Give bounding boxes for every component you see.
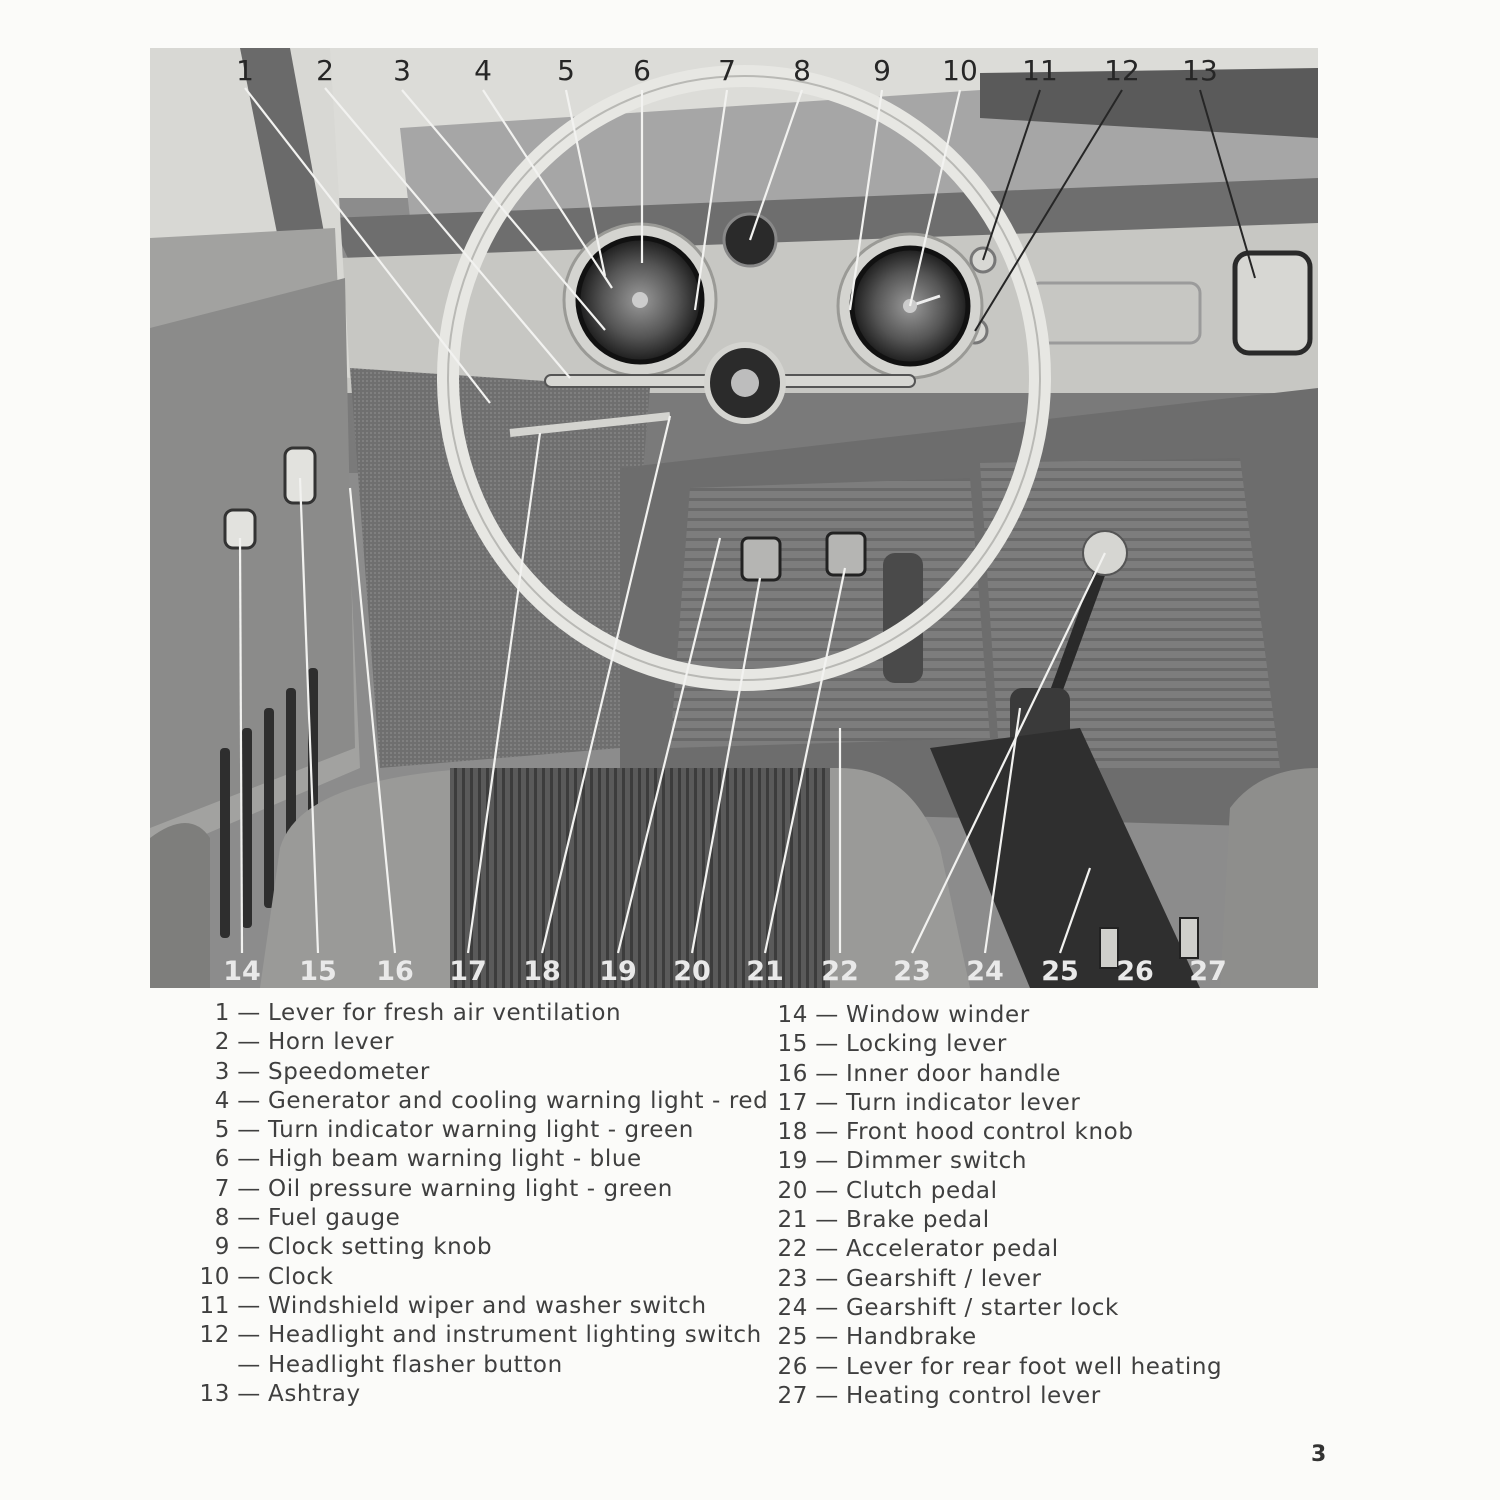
legend-item-number: 22 (777, 1236, 808, 1263)
legend-item-number: 6 (214, 1146, 230, 1173)
legend-item-text: Generator and cooling warning light - red (268, 1087, 769, 1114)
legend-item (180, 999, 768, 1028)
legend-dash: — (237, 1087, 261, 1114)
legend-item (770, 1206, 1222, 1235)
legend-item (770, 1001, 1222, 1030)
legend-item (770, 1060, 1222, 1089)
legend-item (770, 1147, 1222, 1176)
legend-item-text: Lever for fresh air ventilation (268, 1000, 622, 1026)
legend-item (180, 1263, 768, 1292)
callout-11: 11 (1022, 54, 1058, 87)
legend-item (770, 1177, 1222, 1206)
legend-item-number: 7 (214, 1175, 230, 1202)
legend-item (770, 1235, 1222, 1264)
legend-item (180, 1058, 768, 1087)
legend-item (770, 1294, 1222, 1323)
legend-item-text: Turn indicator warning light - green (268, 1117, 694, 1144)
legend-right (770, 1001, 1222, 1411)
callout-15: 15 (299, 956, 337, 987)
legend-item-text: Gearshift / lever (846, 1265, 1042, 1292)
legend-item-number: 8 (214, 1205, 230, 1232)
callout-1: 1 (236, 54, 254, 87)
callout-20: 20 (673, 956, 711, 987)
legend-item-text: Brake pedal (846, 1207, 990, 1234)
legend-dash: — (815, 1031, 839, 1058)
legend-item (180, 1292, 768, 1321)
legend-item-number: 10 (199, 1263, 230, 1290)
legend-item-text: Heating control lever (846, 1382, 1101, 1409)
callout-7: 7 (718, 54, 736, 87)
legend-item-text: Headlight and instrument lighting switch (268, 1322, 762, 1349)
legend-item-number: 26 (777, 1353, 808, 1380)
legend-item-text: Headlight flasher button (268, 1351, 563, 1378)
legend-dash: — (237, 1146, 261, 1173)
legend-item-number: 2 (214, 1029, 230, 1056)
legend-dash: — (815, 1148, 839, 1175)
legend-item-number: 20 (777, 1177, 808, 1204)
legend-dash: — (237, 1117, 261, 1144)
legend-item-number: 15 (777, 1031, 808, 1058)
legend-item-number: 13 (199, 1380, 230, 1407)
legend-dash: — (237, 1380, 261, 1407)
callout-3: 3 (393, 54, 411, 87)
legend-item-text: High beam warning light - blue (268, 1146, 642, 1173)
legend-dash: — (815, 1207, 839, 1234)
legend-dash: — (237, 1029, 261, 1056)
callout-14: 14 (223, 956, 261, 987)
legend-item (180, 1204, 768, 1233)
legend-dash: — (815, 1002, 839, 1028)
callout-8: 8 (793, 54, 811, 87)
legend-item (770, 1382, 1222, 1411)
legend-dash: — (237, 1234, 261, 1261)
legend-item-number: 9 (214, 1234, 230, 1261)
legend-item-number: 16 (777, 1060, 808, 1087)
legend-item (180, 1380, 768, 1409)
legend-item-text: Windshield wiper and washer switch (268, 1292, 707, 1319)
page-number: 3 (1311, 1442, 1327, 1467)
legend-dash: — (815, 1236, 839, 1263)
callout-4: 4 (474, 54, 492, 87)
legend-dash: — (237, 1351, 261, 1378)
legend-dash: — (815, 1294, 839, 1321)
legend-item (180, 1087, 768, 1116)
legend-dash: — (815, 1324, 839, 1351)
legend-item-number: 17 (777, 1089, 808, 1116)
legend-item-number: 3 (214, 1058, 230, 1085)
legend-item-text: Inner door handle (846, 1060, 1061, 1087)
legend-item-number: 12 (199, 1322, 230, 1349)
legend-item-number: 18 (777, 1119, 808, 1146)
legend-item-number: 11 (199, 1292, 230, 1319)
legend-item (180, 1175, 768, 1204)
legend-item-number: 27 (777, 1382, 808, 1409)
legend-item-text: Dimmer switch (846, 1148, 1028, 1175)
callout-12: 12 (1104, 54, 1140, 87)
legend-dash: — (815, 1060, 839, 1087)
legend-dash: — (237, 1263, 261, 1290)
legend-item-text: Clutch pedal (846, 1177, 998, 1204)
legend-item-text: Accelerator pedal (846, 1236, 1059, 1263)
callout-24: 24 (966, 956, 1004, 987)
callout-9: 9 (873, 54, 891, 87)
legend-item-text: Clock (268, 1263, 334, 1290)
callout-26: 26 (1116, 956, 1154, 987)
legend-item (770, 1030, 1222, 1059)
legend-item (770, 1323, 1222, 1352)
legend-dash: — (237, 1292, 261, 1319)
legend-item-number: 19 (777, 1148, 808, 1175)
callout-5: 5 (557, 54, 575, 87)
legend-item-number: 23 (777, 1265, 808, 1292)
legend-item-text: Lever for rear foot well heating (846, 1353, 1223, 1380)
legend-item (180, 1233, 768, 1262)
callout-23: 23 (893, 956, 931, 987)
legend-item-text: Handbrake (846, 1324, 977, 1351)
legend-item-text: Window winder (846, 1002, 1030, 1028)
legend-dash: — (237, 1322, 261, 1349)
legend-dash: — (237, 1058, 261, 1085)
legend-item-text: Locking lever (846, 1031, 1007, 1058)
callout-22: 22 (821, 956, 859, 987)
legend-item-text: Gearshift / starter lock (846, 1294, 1119, 1321)
legend-item (180, 1028, 768, 1057)
callout-17: 17 (449, 956, 487, 987)
legend-item (770, 1353, 1222, 1382)
legend-dash: — (237, 1175, 261, 1202)
legend-item-text: Fuel gauge (268, 1205, 401, 1232)
legend-item-number: 4 (214, 1087, 230, 1114)
dashboard-photo (150, 48, 1318, 988)
callout-21: 21 (746, 956, 784, 987)
callout-25: 25 (1041, 956, 1079, 987)
legend-item (180, 1321, 768, 1350)
legend-dash: — (815, 1382, 839, 1409)
callout-13: 13 (1182, 54, 1218, 87)
callout-18: 18 (523, 956, 561, 987)
legend-dash: — (815, 1119, 839, 1146)
legend-left (180, 999, 768, 1409)
legend-item-text: Ashtray (268, 1380, 361, 1407)
legend-item-number: 5 (214, 1117, 230, 1144)
legend-item (180, 1116, 768, 1145)
legend-item-number: 1 (214, 1000, 230, 1026)
legend-item-text: Speedometer (268, 1058, 430, 1085)
legend-item-number: 14 (777, 1002, 808, 1028)
legend-item-text: Horn lever (268, 1029, 395, 1056)
legend-item-text: Turn indicator lever (846, 1089, 1081, 1116)
legend-dash: — (237, 1000, 261, 1026)
legend-dash: — (815, 1265, 839, 1292)
legend-item-number: 25 (777, 1324, 808, 1351)
legend-dash: — (237, 1205, 261, 1232)
legend-item (770, 1265, 1222, 1294)
legend-item-number: 24 (777, 1294, 808, 1321)
callout-27: 27 (1189, 956, 1227, 987)
callout-2: 2 (316, 54, 334, 87)
callout-19: 19 (599, 956, 637, 987)
legend-item-text: Clock setting knob (268, 1234, 493, 1261)
legend-item-number: 21 (777, 1207, 808, 1234)
legend-item (770, 1118, 1222, 1147)
legend-item (180, 1145, 768, 1174)
legend-item-text: Front hood control knob (846, 1119, 1134, 1146)
callout-16: 16 (376, 956, 414, 987)
legend-item (180, 1351, 768, 1380)
legend-dash: — (815, 1177, 839, 1204)
legend-dash: — (815, 1353, 839, 1380)
legend-dash: — (815, 1089, 839, 1116)
legend-item (770, 1089, 1222, 1118)
callout-10: 10 (942, 54, 978, 87)
callout-6: 6 (633, 54, 651, 87)
legend-item-text: Oil pressure warning light - green (268, 1175, 673, 1202)
